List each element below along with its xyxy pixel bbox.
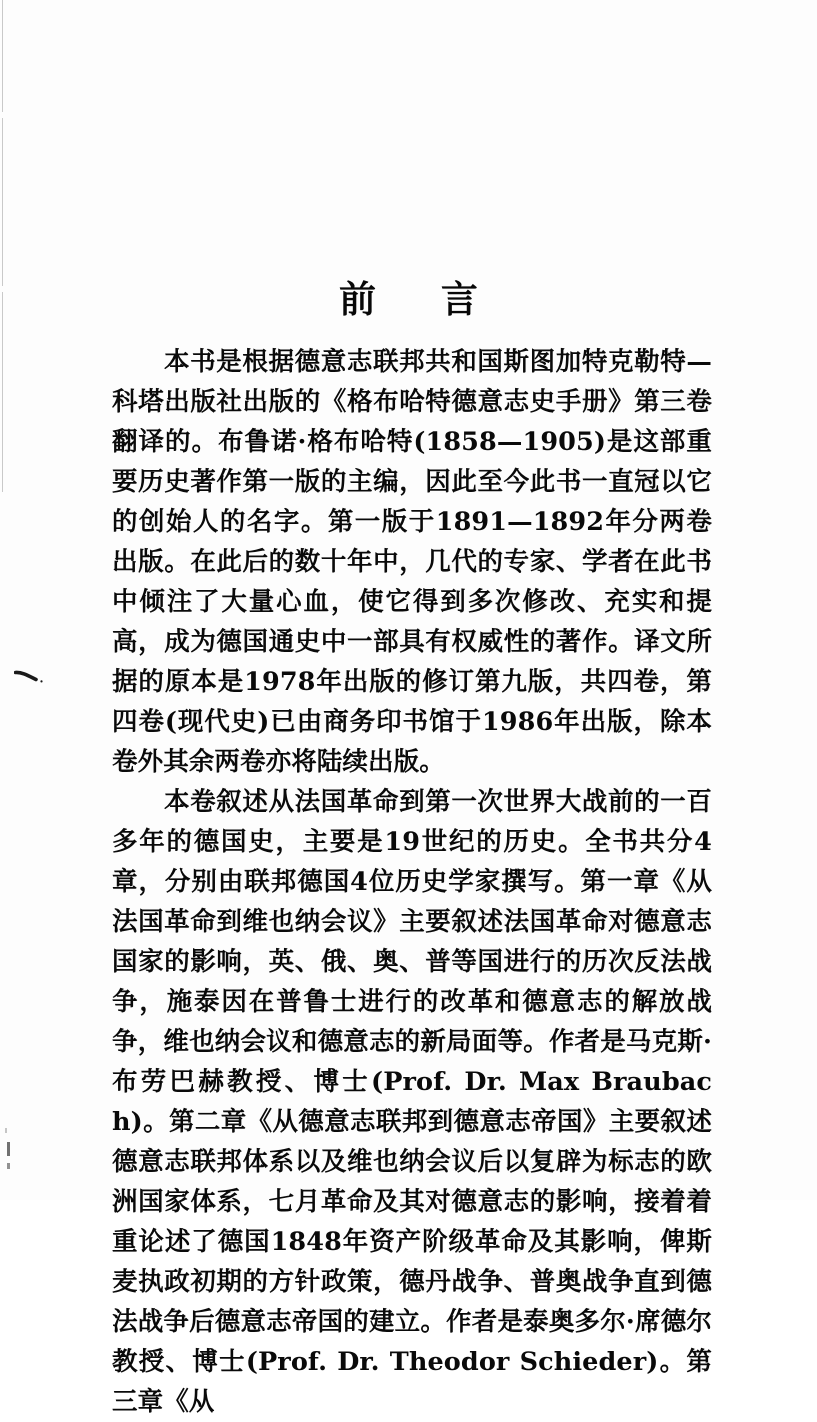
scan-edge-line bbox=[2, 0, 3, 112]
scan-speck bbox=[7, 1142, 10, 1156]
paragraph: 本书是根据德意志联邦共和国斯图加特克勒特—科塔出版社出版的《格布哈特德意志史手册》第三卷翻译的。布鲁诺·格布哈特(1858—1905)是这部重要历史著作第一版的主编，因此至今此书一直冠以它的创始人的名字。第一版于1891—1892年分两卷出版。在此后的数十年中，几代的专家、学者在此书中倾注了大量心血，使它得到多次修改、充实和提高，成为德国通史中一部具有权威性的著作。译文所据的原本是1978年出版的修订第九版，共四卷，第四卷(现代史)已由商务印书馆于1986年出版，除本卷外其余两卷亦将陆续出版。 bbox=[112, 347, 712, 777]
scan-edge-line bbox=[2, 118, 3, 286]
scan-speck bbox=[5, 1128, 7, 1133]
page-title: 前 言 bbox=[339, 277, 504, 321]
body-text-block bbox=[112, 342, 712, 1422]
margin-scan-mark-icon bbox=[14, 668, 54, 686]
paragraph: 本卷叙述从法国革命到第一次世界大战前的一百多年的德国史，主要是19世纪的历史。全书共分4章，分别由联邦德国4位历史学家撰写。第一章《从法国革命到维也纳会议》主要叙述法国革命对德意志国家的影响，英、俄、奥、普等国进行的历次反法战争，施泰因在普鲁士进行的改革和德意志的解放战争，维也纳会议和德意志的新局面等。作者是马克斯·布劳巴赫教授、博士(Prof. Dr. Max Braubach)。第二章《从德意志联邦到德意志帝国》主要叙述德意志联邦体系以及维也纳会议后以复辟为标志的欧洲国家体系，七月革命及其对德意志的影响，接着着重论述了德国1848年资产阶级革命及其影响，俾斯麦执政初期的方针政策，德丹战争、普奥战争直到德法战争后德意志帝国的建立。作者是泰奥多尔·席德尔教授、博士(Prof. Dr. Theodor Schieder)。第三章《从 bbox=[112, 787, 712, 1417]
scan-speck bbox=[7, 1163, 10, 1169]
